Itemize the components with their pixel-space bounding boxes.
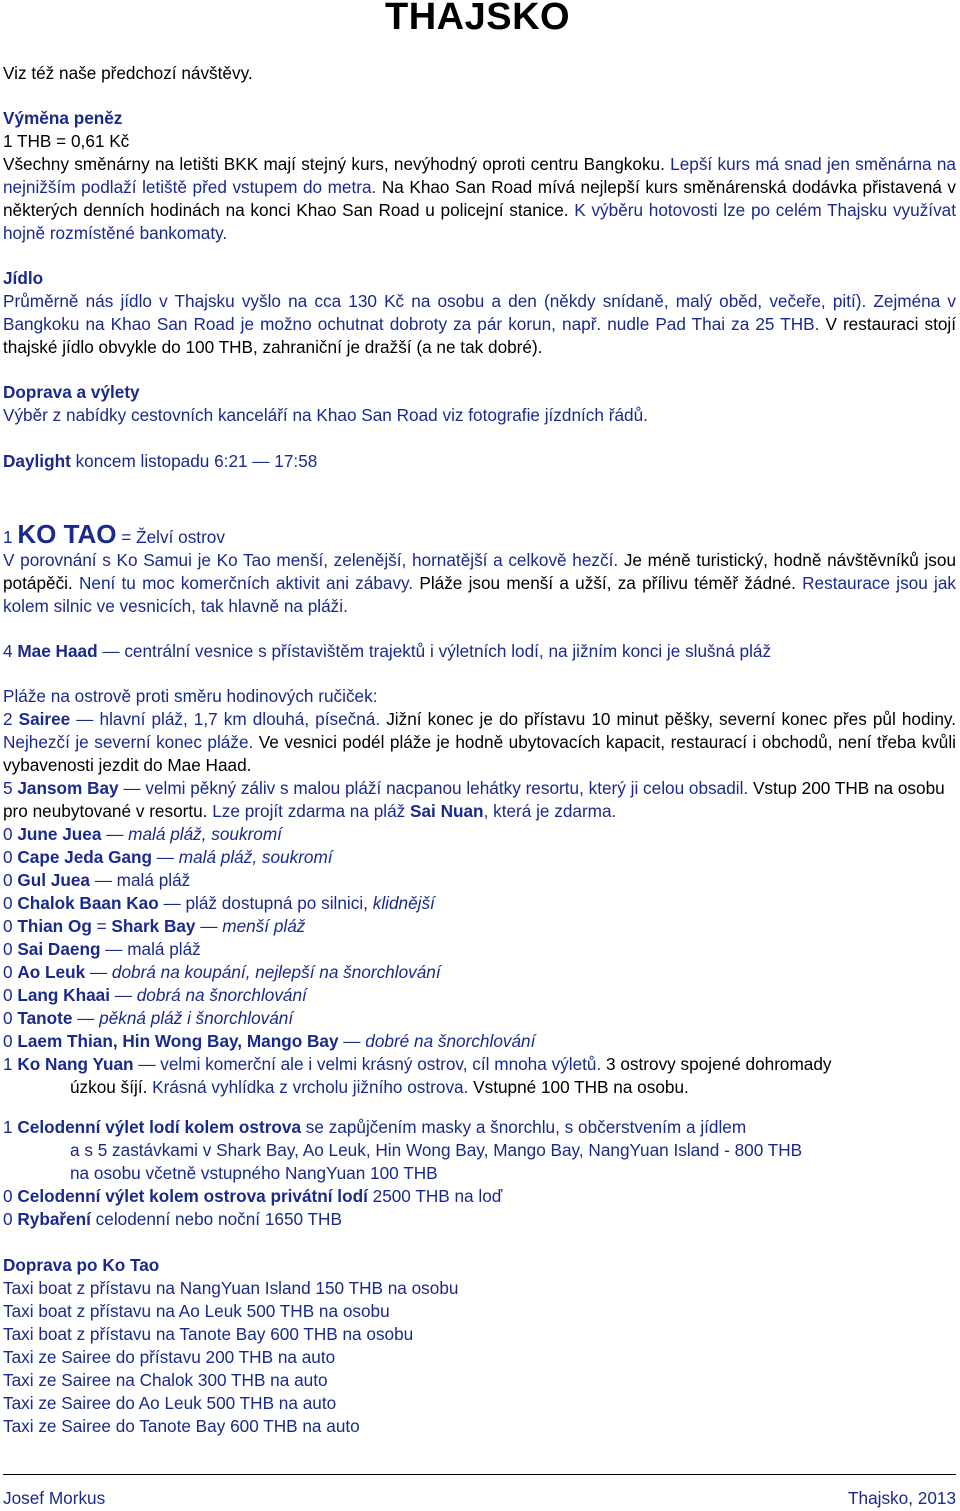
money-rate: 1 THB = 0,61 Kč (3, 131, 130, 151)
beach-name: June Juea (17, 824, 102, 844)
beach-name-alt: Shark Bay (111, 916, 196, 936)
kotao-p4: Pláže jsou menší a užší, za přílivu téměř žádné. (413, 573, 796, 593)
jansom-num: 5 (3, 778, 18, 798)
beach-name: Thian Og (17, 916, 92, 936)
beach-desc-italic: dobrá na koupání, nejlepší na šnorchlování (111, 962, 441, 982)
beach-num: 0 (3, 962, 18, 982)
beach-desc: — (85, 962, 112, 982)
food-heading: Jídlo (3, 268, 44, 288)
kotao-transport-heading: Doprava po Ko Tao (3, 1255, 160, 1275)
beach-desc: — (338, 1031, 366, 1051)
beach-num: 0 (3, 847, 18, 867)
nangyuan-4: Krásná vyhlídka z vrcholu jižního ostrova. (147, 1077, 469, 1097)
page-title: THAJSKO (385, 0, 571, 38)
beach-item (3, 938, 956, 961)
beach-name: Tanote (17, 1008, 73, 1028)
trip1-c: na osobu včetně vstupného NangYuan 100 THB (70, 1163, 438, 1183)
beach-name: Lang Khaai (17, 985, 110, 1005)
transport-heading: Doprava a výlety (3, 382, 140, 402)
beach-name: Laem Thian, Hin Wong Bay, Mango Bay (17, 1031, 339, 1051)
beach-desc-italic: pěkná pláž i šnorchlování (99, 1008, 294, 1028)
kotao-heading (3, 519, 956, 552)
nangyuan-entry (3, 1053, 956, 1099)
beach-desc: — (152, 847, 179, 867)
beach-num: 0 (3, 1031, 18, 1051)
beach-desc: — pláž dostupná po silnici, (158, 893, 373, 913)
kotao-p1: V porovnání s Ko Samui je Ko Tao menší, zelenější, hornatější a celkově hezčí. (3, 550, 619, 570)
transport-line: Taxi boat z přístavu na Ao Leuk 500 THB na osobu (3, 1301, 390, 1321)
beach-num: 0 (3, 870, 18, 890)
trip1-a: se zapůjčením masky a šnorchlu, s občerstvením a jídlem (301, 1117, 747, 1137)
jansom-3: Lze projít zdarma na pláž (207, 801, 411, 821)
intro-line (3, 62, 956, 85)
maehaad-name: Mae Haad (17, 641, 98, 661)
trips-section (3, 1116, 956, 1231)
money-p3: Na Khao San Road mívá nejlepší kurs směnárenská dodávka přistavená v některých denních hodinách na konci Khao San Road u policejní stanice. (3, 177, 956, 220)
money-p1: Všechny směnárny na letišti BKK mají stejný kurs, nevýhodný oproti centru Bangkoku. (3, 154, 665, 174)
beach-desc-italic: malá pláž, soukromí (128, 824, 282, 844)
money-p2: Lepší kurs má snad jen směnárna na nejnižším podlaží letiště před vstupem do metra. (3, 154, 956, 197)
sairee-name: Sairee (18, 709, 71, 729)
beach-name: Sai Daeng (17, 939, 101, 959)
beach-desc-italic: menší pláž (222, 916, 306, 936)
nangyuan-2: 3 ostrovy spojené dohromady (601, 1054, 832, 1074)
trip3-text: celodenní nebo noční 1650 THB (90, 1209, 342, 1229)
sairee-3: Nejhezčí je severní konec pláže. (3, 732, 254, 752)
beach-name: Gul Juea (17, 870, 90, 890)
trip2-text: 2500 THB na loď (367, 1186, 503, 1206)
trip1-num: 1 (3, 1117, 18, 1137)
transport-line: Taxi ze Sairee do přístavu 200 THB na auto (3, 1347, 336, 1367)
sairee-1: — hlavní pláž, 1,7 km dlouhá, písečná. (70, 709, 381, 729)
beach-desc: — malá pláž (100, 939, 201, 959)
transport-line: Taxi ze Sairee na Chalok 300 THB na auto (3, 1370, 328, 1390)
beach-desc-italic: dobrá na šnorchlování (136, 985, 307, 1005)
beach-num: 0 (3, 939, 18, 959)
beach-desc: — (72, 1008, 100, 1028)
trip1-name: Celodenní výlet lodí kolem ostrova (17, 1117, 302, 1137)
kotao-sub: = Želví ostrov (116, 527, 225, 547)
beach-desc-2: — (195, 916, 223, 936)
jansom-name: Jansom Bay (17, 778, 119, 798)
maehaad-text: — centrální vesnice s přístavištěm trajektů i výletních lodí, na jižním konci je slušná pláž (97, 641, 772, 661)
beach-desc-italic: klidnější (372, 893, 435, 913)
nangyuan-3: úzkou šíjí. (70, 1077, 148, 1097)
beach-desc-italic: dobré na šnorchlování (365, 1031, 536, 1051)
daylight-label: Daylight (3, 451, 71, 471)
jansom-sainuan: Sai Nuan (410, 801, 484, 821)
trip2-num: 0 (3, 1186, 18, 1206)
trip3-name: Rybaření (17, 1209, 91, 1229)
jansom-2: Vstup 200 THB na osobu pro neubytované v resortu. (3, 778, 945, 821)
daylight-line (3, 450, 956, 473)
beach-item (3, 823, 956, 846)
money-heading: Výměna peněz (3, 108, 123, 128)
nangyuan-name: Ko Nang Yuan (17, 1054, 134, 1074)
trip2-name: Celodenní výlet kolem ostrova privátní lodí (17, 1186, 368, 1206)
beach-item (3, 1007, 956, 1030)
transport-line: Taxi boat z přístavu na NangYuan Island 150 THB na osobu (3, 1278, 459, 1298)
nangyuan-1: — velmi komerční ale i velmi krásný ostrov, cíl mnoha výletů. (133, 1054, 602, 1074)
beach-num: 0 (3, 824, 18, 844)
nangyuan-num: 1 (3, 1054, 18, 1074)
daylight-text: koncem listopadu 6:21 — 17:58 (70, 451, 318, 471)
beach-desc: — (101, 824, 129, 844)
maehaad-num: 4 (3, 641, 18, 661)
trip3-num: 0 (3, 1209, 18, 1229)
footer-author: Josef Morkus (3, 1488, 106, 1508)
beach-num: 0 (3, 893, 18, 913)
jansom-entry (3, 777, 956, 823)
footer-right: Thajsko, 2013 (848, 1488, 956, 1508)
sairee-num: 2 (3, 709, 19, 729)
jansom-4: , která je zdarma. (483, 801, 617, 821)
beach-num: 0 (3, 985, 18, 1005)
money-section (3, 107, 956, 245)
food-section (3, 267, 956, 359)
trip1-b: a s 5 zastávkami v Shark Bay, Ao Leuk, Hin Wong Bay, Mango Bay, NangYuan Island - 800 THB (70, 1140, 803, 1160)
nangyuan-5: Vstupné 100 THB na osobu. (468, 1077, 689, 1097)
beach-item (3, 869, 956, 892)
sairee-entry (3, 708, 956, 777)
beach-num: 0 (3, 1008, 18, 1028)
beach-item (3, 892, 956, 915)
beach-desc: — malá pláž (89, 870, 191, 890)
page-footer (3, 1474, 956, 1511)
beach-desc: — (109, 985, 137, 1005)
food-p3: V restauraci stojí thajské jídlo obvykle do 100 THB, zahraniční je dražší (a ne tak dobré). (3, 314, 957, 357)
maehaad-line (3, 640, 956, 663)
transport-line: Taxi ze Sairee do Tanote Bay 600 THB na auto (3, 1416, 360, 1436)
beach-item (3, 961, 956, 984)
jansom-1: — velmi pěkný záliv s malou pláží nacpanou lehátky resortu, který ji celou obsadil. (118, 778, 749, 798)
kotao-description (3, 549, 956, 618)
beach-name: Cape Jeda Gang (17, 847, 153, 867)
sairee-4: Ve vesnici podél pláže je hodně ubytovacích kapacit, restaurací i obchodů, není třeba kvůli vybavenosti jezdit do Mae Haad. (3, 732, 956, 775)
transport-text: Výběr z nabídky cestovních kanceláří na Khao San Road viz fotografie jízdních řádů. (3, 405, 648, 425)
beach-item (3, 984, 956, 1007)
transport-line: Taxi boat z přístavu na Tanote Bay 600 THB na osobu (3, 1324, 414, 1344)
kotao-p3: Není tu moc komerčních aktivit ani zábavy. (72, 573, 414, 593)
beach-item (3, 846, 956, 869)
kotao-p5: Restaurace jsou jak kolem silnic ve vesnicích, tak hlavně na pláži. (3, 573, 956, 616)
beach-desc: = (91, 916, 112, 936)
food-p2: Zejména v Bangkoku na Khao San Road je možno ochutnat dobroty za pár korun, např. nudle Pad Thai za 25 THB. (3, 291, 956, 334)
transport-section (3, 381, 956, 427)
money-p4: K výběru hotovosti lze po celém Thajsku využívat hojně rozmístěné bankomaty. (3, 200, 956, 243)
beaches-section (3, 685, 956, 1099)
kotao-name: KO TAO (17, 519, 117, 549)
intro-text: Viz též naše předchozí návštěvy. (3, 63, 253, 83)
beach-num: 0 (3, 916, 18, 936)
transport-line: Taxi ze Sairee do Ao Leuk 500 THB na auto (3, 1393, 337, 1413)
beach-item (3, 1030, 956, 1053)
kotao-transport-section (3, 1254, 956, 1438)
beaches-heading: Pláže na ostrově proti směru hodinových ručiček: (3, 686, 378, 706)
kotao-p2: Je méně turistický, hodně návštěvníků jsou potápěči. (3, 550, 957, 593)
beach-name: Ao Leuk (17, 962, 86, 982)
beach-name: Chalok Baan Kao (17, 893, 159, 913)
kotao-num: 1 (3, 527, 18, 547)
food-p1: Průměrně nás jídlo v Thajsku vyšlo na cca 130 Kč na osobu a den (někdy snídaně, malý oběd, večeře, pití). (3, 291, 867, 311)
sairee-2: Jižní konec je do přístavu 10 minut pěšky, severní konec přes půl hodiny. (380, 709, 956, 729)
beach-desc-italic: malá pláž, soukromí (178, 847, 333, 867)
beach-item (3, 915, 956, 938)
